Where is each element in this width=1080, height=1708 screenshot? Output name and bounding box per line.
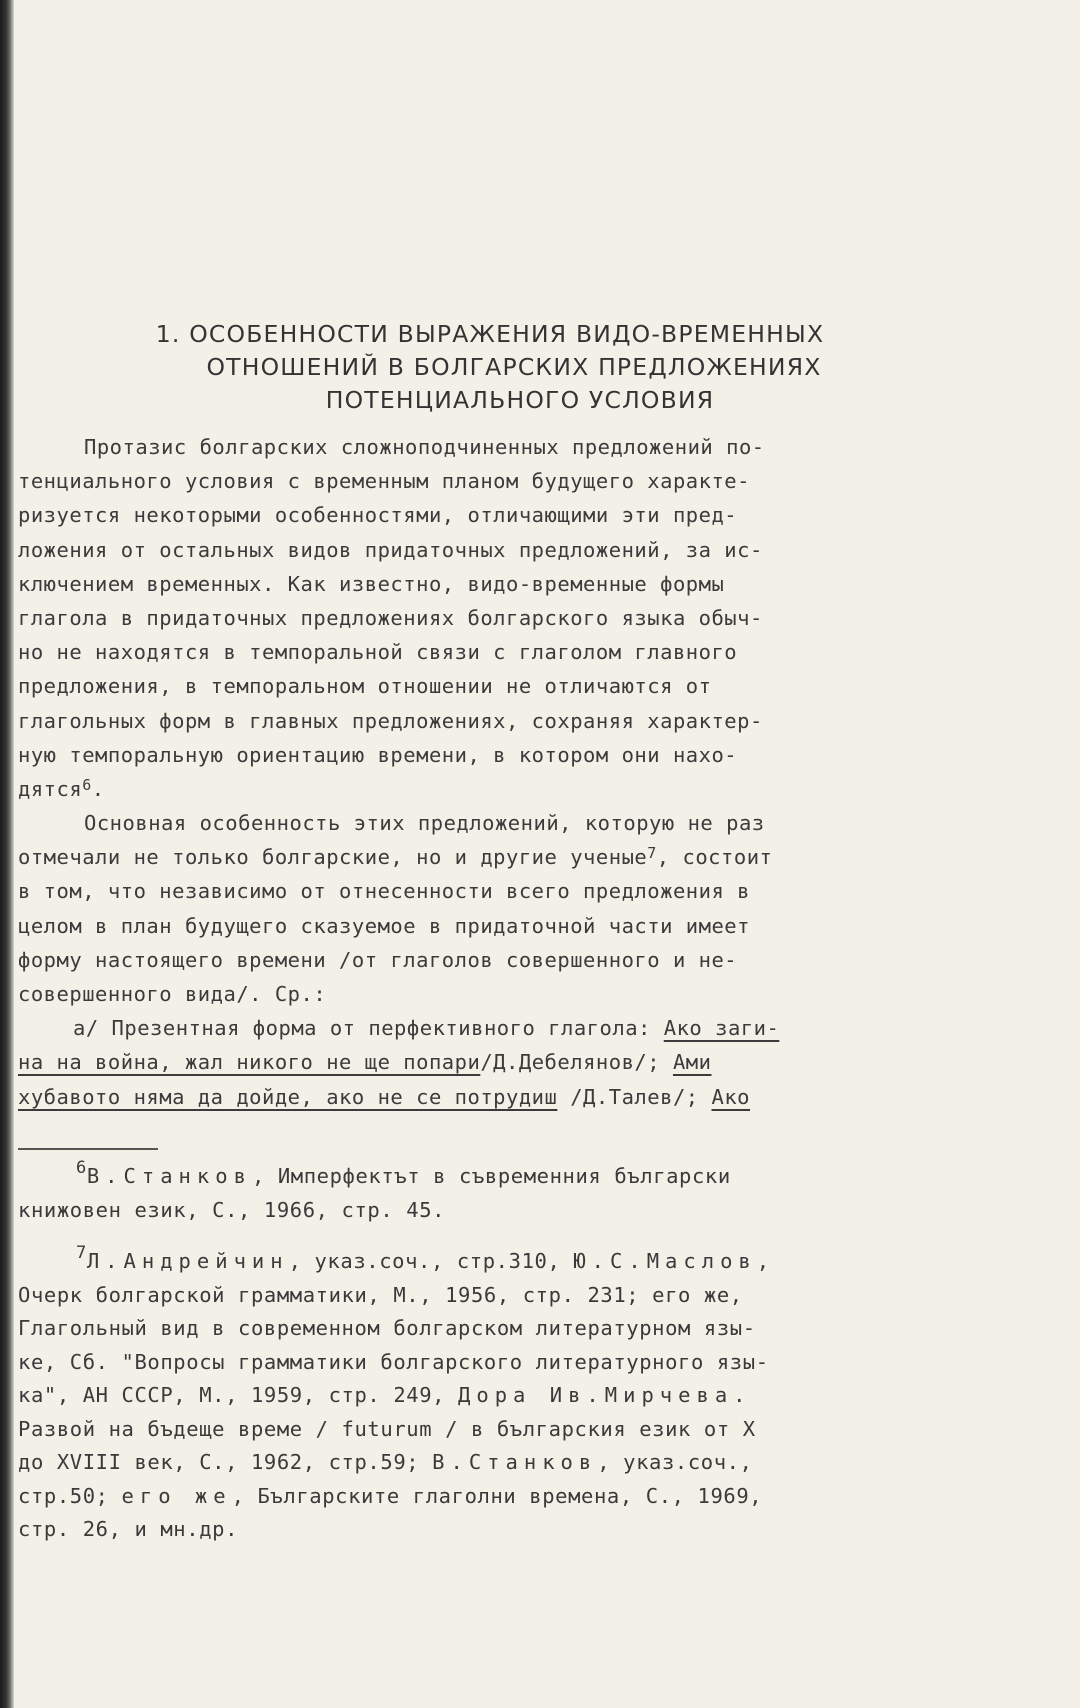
paragraph-2-line: форму настоящего времени /от глаголов совершенного и не- [18, 947, 738, 972]
paragraph-3-line [18, 1011, 968, 1045]
paragraph-3-line [18, 1080, 968, 1114]
example-quote: Ако заги- [663, 1016, 780, 1041]
footnote-6-line: книжовен език, С., 1966, стр. 45. [18, 1197, 446, 1222]
footnote-separator [18, 1148, 158, 1150]
example-source: /Д.Дебелянов/; [480, 1050, 673, 1075]
footnote-7-line: Очерк болгарской грамматики, М., 1956, стр. 231; его же, [18, 1282, 743, 1307]
paragraph-1-line: Протазис болгарских сложноподчиненных предложений по- [84, 435, 765, 459]
footnote-author: Дора Ив.Мирчева [458, 1383, 734, 1407]
paragraph-2-line [18, 840, 968, 874]
footnote-text: , указ.соч., стр.310, [288, 1249, 574, 1273]
paragraph-1-line: ризуется некоторыми особенностями, отличающими эти пред- [18, 503, 738, 528]
footnote-number: 7 [76, 1243, 87, 1263]
footnote-7-line: Глагольный вид в современном болгарском литературном язы- [18, 1316, 756, 1340]
paragraph-1-period: . [91, 776, 105, 801]
footnote-ref-6: 6 [82, 775, 92, 794]
paragraph-1-line: ную темпоральную ориентацию времени, в котором они нахо- [18, 742, 738, 767]
example-quote: Ако [711, 1084, 751, 1109]
footnote-7-line: ке, Сб. "Вопросы грамматики болгарского литературного язы- [18, 1349, 769, 1374]
paragraph-2-line: в том, что независимо от отнесенности всего предложения в [18, 879, 750, 904]
book-spine-edge [0, 0, 14, 1708]
paragraph-1-line: ключением временных. Как известно, видо-временные формы [18, 571, 725, 596]
paragraph-1-line: глагола в придаточных предложениях болгарского языка обыч- [18, 605, 763, 630]
footnotes [18, 1160, 968, 1547]
footnote-7-line [18, 1446, 968, 1480]
footnote-text: . [733, 1383, 747, 1407]
footnote-7-line [18, 1379, 968, 1413]
footnote-gap [18, 1227, 968, 1245]
footnote-author: Ю.С.Маслов [573, 1249, 757, 1273]
footnote-text: ка", АН СССР, М., 1959, стр. 249, [18, 1383, 459, 1407]
paragraph-2-line: Основная особенность этих предложений, которую не раз [84, 811, 765, 836]
paragraph-1-line: но не находятся в темпоральной связи с глаголом главного [18, 640, 738, 665]
paragraph-2-text: отмечали не только болгарские, но и другие ученые [18, 845, 648, 870]
footnote-author: В.Станков [86, 1164, 252, 1188]
heading-line-3: ПОТЕНЦИАЛЬНОГО УСЛОВИЯ [325, 386, 715, 414]
footnote-text: , [756, 1249, 770, 1273]
paragraph-1-line [18, 772, 968, 806]
footnote-text: , Българските глаголни времена, С., 1969, [231, 1483, 763, 1508]
footnote-text: до XVIII век, С., 1962, стр.59; [18, 1450, 433, 1474]
example-source: /Д.Талев/; [557, 1084, 712, 1109]
footnote-7-line [18, 1245, 968, 1279]
heading-line-1: 1. ОСОБЕННОСТИ ВЫРАЖЕНИЯ ВИДО-ВРЕМЕННЫХ [155, 320, 825, 348]
paragraph-1-line: ложения от остальных видов придаточных предложений, за ис- [18, 537, 763, 562]
footnote-author: Л.Андрейчин [86, 1249, 289, 1273]
footnote-7-line [18, 1480, 968, 1514]
paragraph-2-line: целом в план будущего сказуемое в придаточной части имеет [18, 913, 750, 938]
footnote-text: , указ.соч., [597, 1450, 753, 1474]
paragraph-2-text: , состоит [656, 845, 773, 870]
footnote-7-line: Развой на бъдеще време / futurum / в българския език от X [18, 1416, 756, 1441]
example-quote: на на война, жал никого не ще попари [18, 1050, 481, 1075]
main-text [18, 430, 968, 1114]
footnote-number: 6 [76, 1158, 87, 1178]
paragraph-2-line: совершенного вида/. Ср.: [18, 982, 327, 1006]
paragraph-1-text: дятся [18, 776, 83, 801]
heading-line-2: ОТНОШЕНИЙ В БОЛГАРСКИХ ПРЕДЛОЖЕНИЯХ [206, 353, 822, 381]
footnote-text: , Имперфектът в съвременния български [251, 1164, 731, 1188]
footnote-ref-7: 7 [647, 844, 657, 863]
paragraph-1-line: тенциального условия с временным планом будущего характе- [18, 469, 750, 494]
footnote-text: стр.50; [18, 1483, 122, 1508]
footnote-author: его же [121, 1483, 232, 1508]
chapter-heading [100, 318, 940, 417]
example-quote: Ами [672, 1050, 712, 1075]
paragraph-1-line: предложения, в темпоральном отношении не отличаются от [18, 674, 712, 699]
footnote-author: В.Станков [432, 1450, 598, 1474]
footnote-7-line: стр. 26, и мн.др. [18, 1517, 239, 1541]
footnote-6-line [18, 1160, 968, 1194]
paragraph-3-line [18, 1045, 968, 1079]
paragraph-1-line: глагольных форм в главных предложениях, сохраняя характер- [18, 708, 763, 733]
example-quote: хубавото няма да дойде, ако не се потрудиш [18, 1084, 558, 1109]
example-label: а/ Презентная форма от перфективного глагола: [73, 1016, 664, 1041]
